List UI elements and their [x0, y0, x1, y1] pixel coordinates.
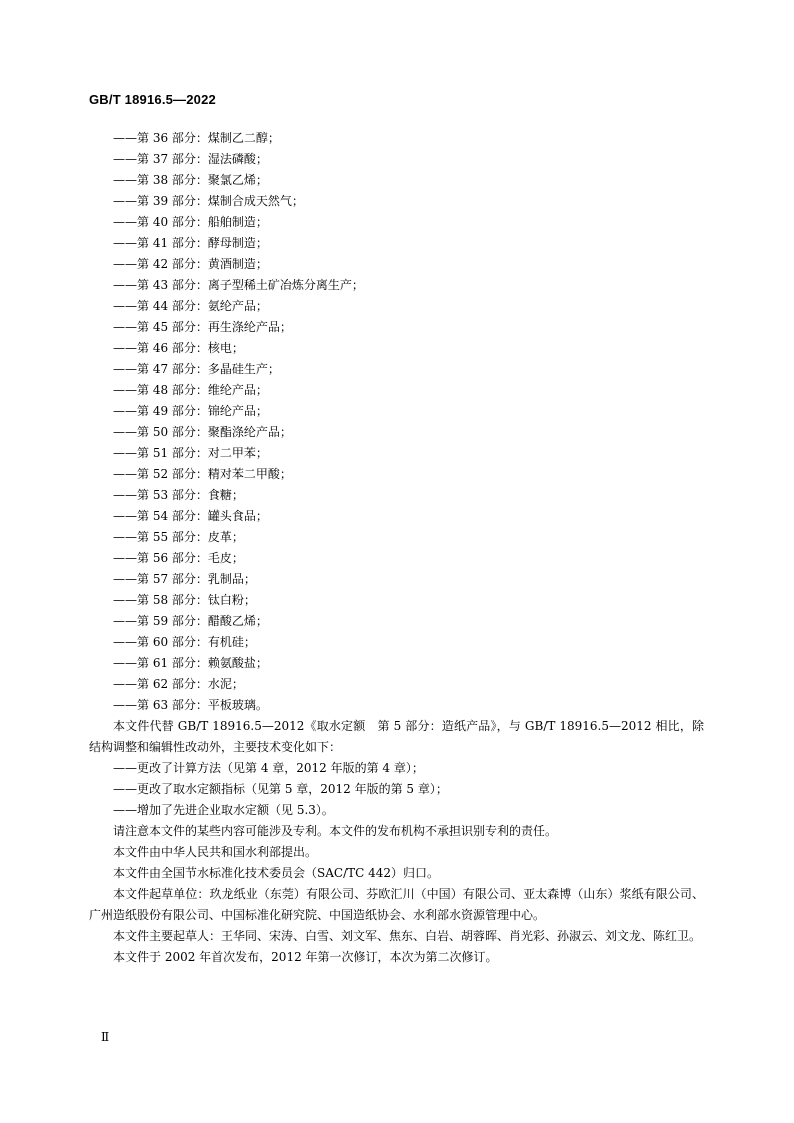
part-item: ——第 46 部分：核电；	[113, 341, 244, 355]
part-item: ——第 50 部分：聚酯涤纶产品；	[113, 425, 292, 439]
part-item: ——第 37 部分：湿法磷酸；	[113, 152, 268, 166]
part-item: ——第 44 部分：氨纶产品；	[113, 299, 268, 313]
part-item: ——第 48 部分：维纶产品；	[113, 383, 268, 397]
patent-notice: 请注意本文件的某些内容可能涉及专利。本文件的发布机构不承担识别专利的责任。	[113, 824, 558, 838]
replace-statement: 本文件代替 GB/T 18916.5—2012《取水定额 第 5 部分：造纸产品》，与 GB/T 18916.5—2012 相比，除结构调整和编辑性改动外，主要技术变化如下：	[89, 719, 704, 754]
part-item: ——第 47 部分：多晶硅生产；	[113, 362, 280, 376]
parts-list	[89, 128, 704, 716]
part-item: ——第 57 部分：乳制品；	[113, 572, 256, 586]
part-item: ——第 55 部分：皮革；	[113, 530, 244, 544]
part-item: ——第 52 部分：精对苯二甲酸；	[113, 467, 292, 481]
part-item: ——第 49 部分：锦纶产品；	[113, 404, 268, 418]
change-item: ——更改了取水定额指标（见第 5 章，2012 年版的第 5 章）；	[113, 782, 448, 796]
part-item: ——第 40 部分：船舶制造；	[113, 215, 268, 229]
standard-number-header: GB/T 18916.5—2022	[89, 92, 216, 107]
drafting-units: 本文件起草单位：玖龙纸业（东莞）有限公司、芬欧汇川（中国）有限公司、亚太森博（山东）浆纸有限公司、广州造纸股份有限公司、中国标准化研究院、中国造纸协会、水利部水资源管理中心。	[89, 887, 704, 922]
part-item: ——第 43 部分：离子型稀土矿冶炼分离生产；	[113, 278, 364, 292]
change-item: ——增加了先进企业取水定额（见 5.3）。	[113, 803, 334, 817]
part-item: ——第 53 部分：食糖；	[113, 488, 244, 502]
foreword-content	[89, 128, 704, 968]
part-item: ——第 63 部分：平板玻璃。	[113, 698, 268, 712]
part-item: ——第 38 部分：聚氯乙烯；	[113, 173, 268, 187]
part-item: ——第 45 部分：再生涤纶产品；	[113, 320, 292, 334]
part-item: ——第 58 部分：钛白粉；	[113, 593, 256, 607]
part-item: ——第 36 部分：煤制乙二醇；	[113, 131, 280, 145]
part-item: ——第 56 部分：毛皮；	[113, 551, 244, 565]
part-item: ——第 59 部分：醋酸乙烯；	[113, 614, 268, 628]
part-item: ——第 51 部分：对二甲苯；	[113, 446, 268, 460]
drafters: 本文件主要起草人：王华同、宋涛、白雪、刘文军、焦东、白岩、胡蓉晖、肖光彩、孙淑云、刘文龙、陈红卫。	[113, 929, 702, 943]
part-item: ——第 39 部分：煤制合成天然气；	[113, 194, 304, 208]
proposer-statement: 本文件由中华人民共和国水利部提出。	[113, 845, 318, 859]
part-item: ——第 42 部分：黄酒制造；	[113, 257, 268, 271]
part-item: ——第 54 部分：罐头食品；	[113, 509, 268, 523]
change-item: ——更改了计算方法（见第 4 章，2012 年版的第 4 章）；	[113, 761, 424, 775]
part-item: ——第 61 部分：赖氨酸盐；	[113, 656, 268, 670]
part-item: ——第 62 部分：水泥；	[113, 677, 244, 691]
changes-list	[89, 758, 704, 821]
part-item: ——第 41 部分：酵母制造；	[113, 236, 268, 250]
part-item: ——第 60 部分：有机硅；	[113, 635, 256, 649]
page-number: Ⅱ	[101, 1030, 110, 1044]
centralizer-statement: 本文件由全国节水标准化技术委员会（SAC/TC 442）归口。	[113, 866, 440, 880]
publication-history: 本文件于 2002 年首次发布，2012 年第一次修订，本次为第二次修订。	[113, 950, 498, 964]
